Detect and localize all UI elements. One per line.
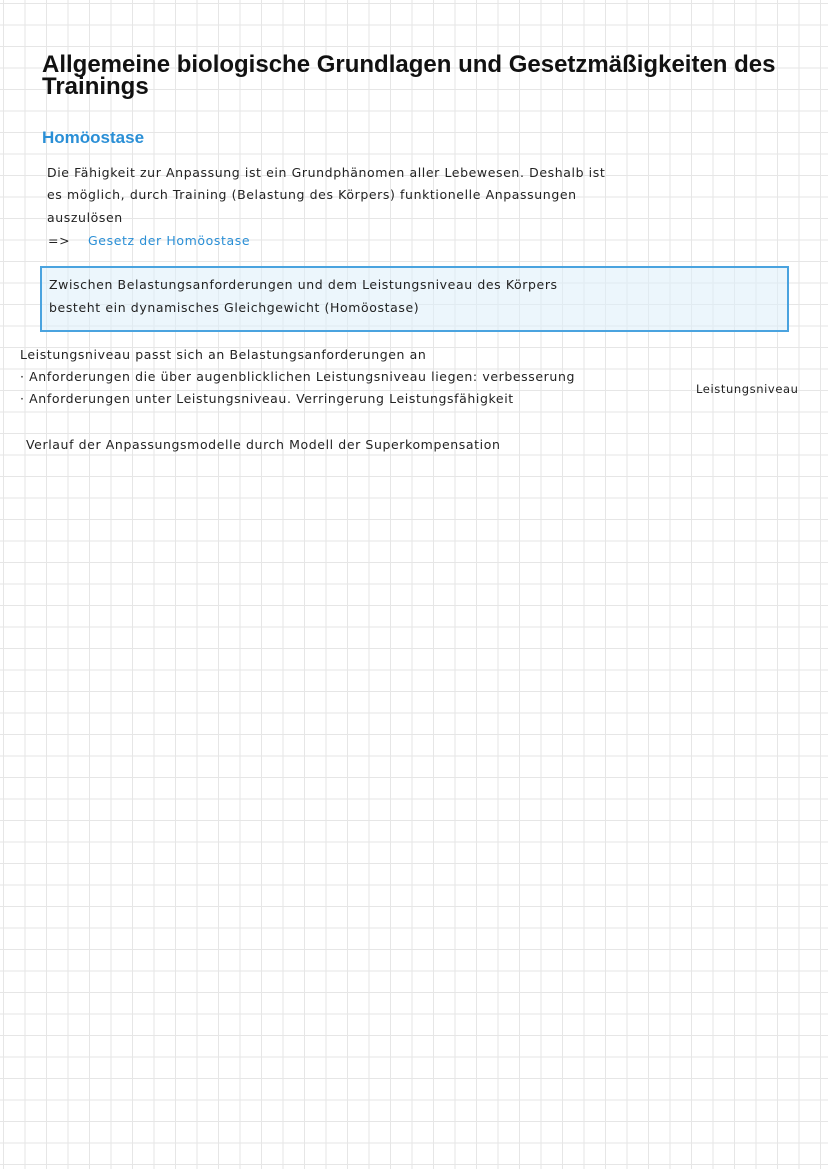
intro-line-1: Die Fähigkeit zur Anpassung ist ein Grundphänomen aller Lebewesen. Deshalb ist	[47, 165, 606, 180]
notes-margin-note: Leistungsniveau	[696, 382, 799, 396]
notes-bullet-1: · Anforderungen die über augenblicklichen Leistungsniveau liegen: verbesserung	[20, 369, 576, 384]
law-of-homeostasis: Gesetz der Homöostase	[88, 233, 251, 248]
notes-line-4: Verlauf der Anpassungsmodelle durch Modell der Superkompensation	[26, 437, 501, 452]
notes-line-1: Leistungsniveau passt sich an Belastungsanforderungen an	[20, 347, 427, 362]
intro-line-2: es möglich, durch Training (Belastung des Körpers) funktionelle Anpassungen	[47, 187, 577, 202]
definition-line-1: Zwischen Belastungsanforderungen und dem Leistungsniveau des Körpers	[49, 277, 558, 292]
definition-line-2: besteht ein dynamisches Gleichgewicht (Homöostase)	[49, 300, 420, 315]
arrow-symbol: =>	[48, 233, 71, 248]
intro-line-3: auszulösen	[47, 210, 123, 225]
definition-box	[40, 266, 789, 332]
notes-bullet-2: · Anforderungen unter Leistungsniveau. Verringerung Leistungsfähigkeit	[20, 391, 514, 406]
section-heading: Homöostase	[42, 128, 145, 147]
page-title: Allgemeine biologische Grundlagen und Gesetzmäßigkeiten des Trainings	[42, 51, 776, 100]
